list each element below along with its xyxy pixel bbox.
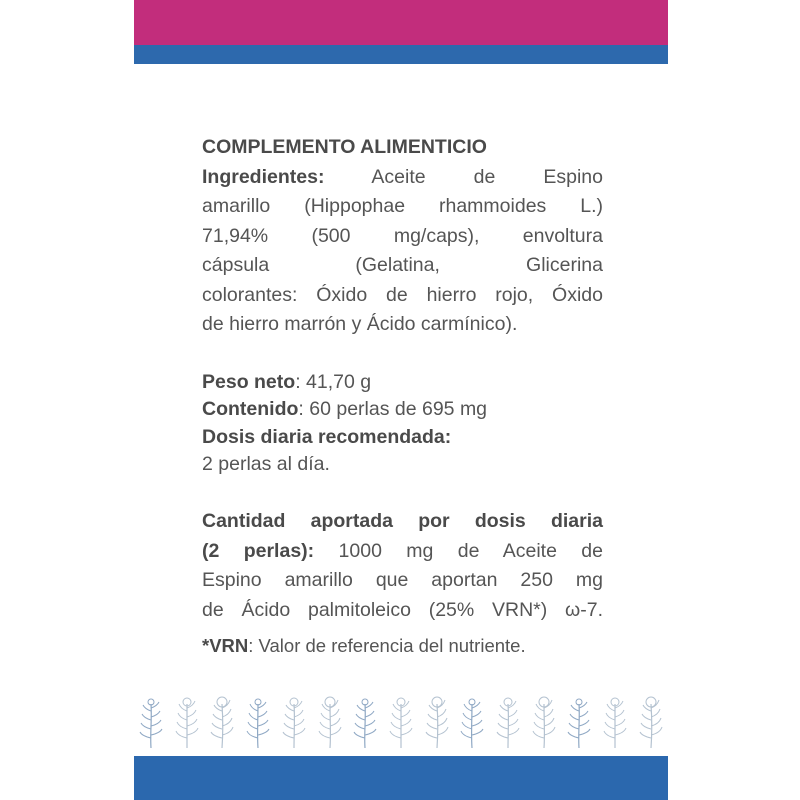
amount-section xyxy=(202,507,603,661)
title-text: COMPLEMENTO ALIMENTICIO xyxy=(202,136,487,158)
content-label: Contenido xyxy=(202,398,299,421)
plant-illustration-icon xyxy=(350,694,380,748)
ingredients-label: Ingredientes: xyxy=(202,165,325,188)
plant-illustration-icon xyxy=(529,694,559,748)
plant-illustration-icon xyxy=(386,694,416,748)
ingredients-line: amarillo (Hippophae rhammoides L.) xyxy=(202,195,603,217)
ingredients-line: de hierro marrón y Ácido carmínico). xyxy=(202,313,518,335)
ingredients-line: 71,94% (500 mg/caps), envoltura xyxy=(202,224,603,247)
ingredients-text: Aceite de Espino xyxy=(371,165,603,188)
net-info-section xyxy=(202,369,603,478)
plant-illustration-icon xyxy=(636,694,666,748)
plant-illustration-icon xyxy=(457,694,487,748)
product-type-title xyxy=(202,133,603,163)
plant-illustration-icon xyxy=(172,694,202,748)
ingredients-line xyxy=(202,163,603,193)
ingredients-line: colorantes: Óxido de hierro rojo, Óxido xyxy=(202,283,603,306)
daily-dose-label: Dosis diaria recomendada xyxy=(202,425,445,448)
amount-line xyxy=(202,537,603,567)
amount-label-text: Cantidad aportada por dosis diaria xyxy=(202,510,603,532)
daily-dose xyxy=(202,424,603,451)
botanical-strip xyxy=(134,692,668,748)
amount-label-2: (2 perlas): xyxy=(202,539,315,562)
plant-illustration-icon xyxy=(564,694,594,748)
footnote-text: : Valor de referencia del nutriente. xyxy=(248,635,526,656)
ingredients-line: cápsula (Gelatina, Glicerina xyxy=(202,254,603,276)
footnote-label: *VRN xyxy=(202,635,249,656)
bottom-blue-band xyxy=(134,756,668,800)
footnote xyxy=(202,631,603,661)
content-value: : 60 perlas de 695 mg xyxy=(298,398,488,421)
ingredients-section xyxy=(202,133,603,340)
amount-line: Espino amarillo que aportan 250 mg xyxy=(202,569,603,591)
top-magenta-band xyxy=(134,0,668,45)
plant-illustration-icon xyxy=(315,694,345,748)
net-weight-label: Peso neto xyxy=(202,371,296,393)
plant-illustration-icon xyxy=(243,694,273,748)
plant-illustration-icon xyxy=(600,694,630,748)
amount-label xyxy=(202,507,603,537)
net-weight-value: : 41,70 g xyxy=(295,371,372,393)
content xyxy=(202,396,603,423)
plant-illustration-icon xyxy=(207,694,237,748)
plant-illustration-icon xyxy=(136,694,166,748)
top-blue-band xyxy=(134,45,668,64)
daily-dose-value: 2 perlas al día. xyxy=(202,452,330,475)
amount-text: 1000 mg de Aceite de xyxy=(338,539,603,562)
net-weight xyxy=(202,369,603,396)
amount-line: de Ácido palmitoleico (25% VRN*) ω-7. xyxy=(202,598,603,621)
plant-illustration-icon xyxy=(422,694,452,748)
daily-dose-colon: : xyxy=(444,425,452,448)
plant-illustration-icon xyxy=(279,694,309,748)
plant-illustration-icon xyxy=(493,694,523,748)
